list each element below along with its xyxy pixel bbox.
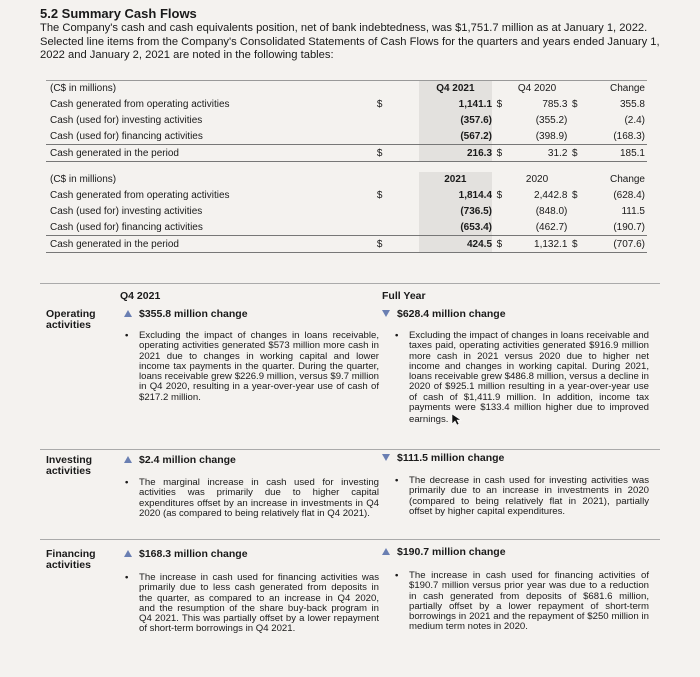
currency-symbol	[567, 112, 582, 128]
table-row-total	[46, 145, 647, 162]
prior-value: (462.7)	[507, 219, 568, 236]
section-label-operating	[46, 309, 96, 331]
row-label: Cash generated from operating activities	[50, 189, 230, 201]
currency-symbol	[492, 203, 507, 219]
q4-change-investing	[124, 455, 236, 466]
section-title: 5.2 Summary Cash Flows	[40, 6, 197, 21]
bullet-text: Excluding the impact of changes in loans receivable, operating activities generated $573 million more cash in 2021 due to changes in working capital and lower income tax payments in the quarter. During the quarter, loans receivable grew $226.9 million, versus $9.7 million in Q4 2020, resulting in a year-over-year use of cash of $217.2 million.	[139, 330, 379, 403]
bullet-fy-operating: • Excluding the impact of changes in loans receivable and taxes paid, operating activities generated $916.9 million more cash in 2021 versus 2020 due to higher net income and changes in working capital. During 2021, loans receivable grew $486.8 million, versus a decline in 2020 of $925.1 million resulting in a year-over-year use of cash of $1,411.9 million. In addition, income tax payments were $133.4 million higher due to improved earnings.	[409, 331, 649, 429]
currency-symbol: $	[567, 145, 582, 162]
quarter-cash-flow-table	[46, 80, 647, 162]
annual-cash-flow-table	[46, 172, 647, 253]
change-value: (707.6)	[582, 236, 647, 253]
prior-value: (355.2)	[535, 114, 568, 126]
mouse-cursor-icon	[451, 413, 463, 428]
current-value: (567.2)	[419, 128, 492, 145]
col-prior: Q4 2020	[517, 83, 557, 94]
currency-symbol	[377, 112, 419, 128]
triangle-down-icon	[382, 310, 390, 317]
section-label-line: Investing	[46, 454, 93, 466]
bullet-text: The marginal increase in cash used for investing activities was primarily due to higher capital expenditures offset by an increase in investments in Q4 2020 (as compared to being relatively flat in Q4 2021).	[139, 477, 379, 519]
current-value: 1,814.4	[419, 187, 492, 203]
table-row-total	[46, 236, 647, 253]
currency-symbol	[377, 203, 419, 219]
col-header-q4: Q4 2021	[120, 290, 161, 302]
prior-value: 2,442.8	[534, 189, 568, 201]
section-label-investing	[46, 455, 92, 477]
change-text: $168.3 million change	[139, 548, 248, 560]
table-row	[46, 219, 647, 236]
table-row	[46, 203, 647, 219]
q4-change-operating	[124, 309, 248, 320]
section-label-financing	[46, 549, 96, 571]
unit-label: (C$ in millions)	[50, 174, 117, 185]
prior-value: 31.2	[507, 145, 568, 162]
q4-change-financing	[124, 549, 248, 560]
current-value: (653.4)	[419, 219, 492, 236]
change-value: (628.4)	[613, 189, 645, 201]
change-value: (2.4)	[624, 114, 645, 126]
row-label: Cash generated from operating activities	[50, 98, 230, 110]
col-current: 2021	[419, 172, 492, 187]
change-text: $355.8 million change	[139, 308, 248, 320]
fy-change-financing	[382, 547, 506, 558]
section-label-line: activities	[46, 559, 91, 571]
bullet-text: Excluding the impact of changes in loans receivable and taxes paid, operating activities generated $916.9 million more cash in 2021 versus 2020 due to higher net income and changes in working capital. During 2021, loans receivable grew $486.8 million, versus a decline in 2020 of $925.1 million resulting in a year-over-year use of cash of $1,411.9 million. In addition, income tax payments were $133.4 million higher due to improved earnings.	[409, 330, 649, 426]
section-header	[40, 6, 665, 63]
divider	[40, 449, 660, 450]
triangle-down-icon	[382, 454, 390, 461]
col-change: Change	[609, 83, 645, 94]
currency-symbol: $	[377, 236, 419, 253]
fy-change-operating	[382, 309, 506, 320]
row-label: Cash (used for) investing activities	[50, 205, 203, 217]
change-value: 355.8	[619, 98, 645, 110]
bullet-text: The increase in cash used for financing activities of $190.7 million versus prior year was due to a reduction in cash generated from deposits of $681.6 million, partially offset by a lower repayment of short-term borrowings in 2021 and the repayment of $250 million in medium term notes in 2020.	[409, 570, 649, 633]
prior-value: (848.0)	[535, 205, 568, 217]
currency-symbol: $	[376, 98, 383, 110]
change-text: $190.7 million change	[397, 546, 506, 558]
bullet-text: The increase in cash used for financing activities was primarily due to less cash generated from deposits in the quarter, as compared to an increase in Q4 2020, and the resumption of the share buy-back program in Q4 2021. This was partially offset by a lower repayment of short-term borrowings in Q4 2021.	[139, 572, 379, 635]
section-label-line: Financing	[46, 548, 96, 560]
currency-symbol: $	[377, 145, 419, 162]
change-value: 111.5	[621, 205, 645, 217]
currency-symbol: $	[496, 189, 503, 201]
col-current: Q4 2021	[419, 81, 492, 97]
row-label: Cash generated in the period	[46, 236, 377, 253]
currency-symbol	[492, 112, 507, 128]
table-row	[46, 112, 647, 128]
change-value: (190.7)	[582, 219, 647, 236]
bullet-q4-operating: • Excluding the impact of changes in loans receivable, operating activities generated $573 million more cash in 2021 due to changes in working capital and lower income tax payments in the quarter. During the quarter, loans receivable grew $226.9 million, versus $9.7 million in Q4 2020, resulting in a year-over-year use of cash of $217.2 million.	[125, 330, 379, 403]
triangle-up-icon	[124, 550, 132, 557]
bullet-q4-financing: • The increase in cash used for financing activities was primarily due to less cash generated from deposits in the quarter, as compared to an increase in Q4 2020, and the resumption of the share buy-back program in Q4 2021. This was partially offset by a lower repayment of short-term borrowings in Q4 2021.	[125, 572, 379, 635]
prior-value: 1,132.1	[507, 236, 568, 253]
change-text: $111.5 million change	[397, 452, 505, 464]
bullet-fy-financing: • The increase in cash used for financing activities of $190.7 million versus prior year was due to a reduction in cash generated from deposits of $681.6 million, partially offset by a lower repayment of short-term borrowings in 2021 and the repayment of $250 million in medium term notes in 2020.	[395, 570, 649, 633]
table-row	[46, 187, 647, 203]
change-text: $628.4 million change	[397, 308, 506, 320]
currency-symbol	[377, 128, 419, 145]
divider	[40, 283, 660, 284]
currency-symbol: $	[567, 236, 582, 253]
row-label: Cash (used for) financing activities	[46, 128, 377, 145]
currency-symbol	[567, 219, 582, 236]
table-row	[46, 128, 647, 145]
currency-symbol	[492, 219, 507, 236]
row-label: Cash (used for) financing activities	[46, 219, 377, 236]
unit-label: (C$ in millions)	[50, 83, 117, 94]
change-value: (168.3)	[582, 128, 647, 145]
col-header-full-year: Full Year	[382, 290, 426, 302]
col-prior: 2020	[525, 174, 549, 185]
currency-symbol: $	[492, 145, 507, 162]
current-value: 1,141.1	[419, 96, 492, 112]
triangle-up-icon	[382, 548, 390, 555]
currency-symbol: $	[496, 98, 503, 110]
current-value: 424.5	[419, 236, 492, 253]
section-label-line: Operating	[46, 308, 96, 320]
section-label-line: activities	[46, 319, 91, 331]
currency-symbol	[377, 219, 419, 236]
currency-symbol	[492, 128, 507, 145]
prior-value: (398.9)	[507, 128, 568, 145]
col-change: Change	[609, 174, 645, 185]
row-label: Cash generated in the period	[46, 145, 377, 162]
section-label-line: activities	[46, 465, 91, 477]
divider	[40, 539, 660, 540]
currency-symbol: $	[376, 189, 383, 201]
current-value: (357.6)	[419, 112, 492, 128]
bullet-text: The decrease in cash used for investing activities was primarily due to an increase in investments in 2020 (compared to being relatively flat in 2021), partially offset by higher capital expenditures.	[409, 475, 649, 517]
table-header-row	[46, 172, 647, 187]
current-value: (736.5)	[419, 203, 492, 219]
current-value: 216.3	[419, 145, 492, 162]
row-label: Cash (used for) investing activities	[50, 114, 203, 126]
currency-symbol	[567, 128, 582, 145]
currency-symbol	[567, 203, 582, 219]
prior-value: 785.3	[542, 98, 568, 110]
change-value: 185.1	[582, 145, 647, 162]
currency-symbol: $	[571, 189, 578, 201]
table-row	[46, 96, 647, 112]
bullet-fy-investing: • The decrease in cash used for investing activities was primarily due to an increase in investments in 2020 (compared to being relatively flat in 2021), partially offset by higher capital expenditures.	[395, 475, 649, 517]
fy-change-investing	[382, 453, 504, 464]
table-header-row	[46, 81, 647, 97]
change-text: $2.4 million change	[139, 454, 236, 466]
triangle-up-icon	[124, 310, 132, 317]
currency-symbol: $	[571, 98, 578, 110]
bullet-q4-investing: • The marginal increase in cash used for investing activities was primarily due to higher capital expenditures offset by an increase in investments in Q4 2020 (as compared to being relatively flat in Q4 2021).	[125, 477, 379, 519]
triangle-up-icon	[124, 456, 132, 463]
intro-paragraph: The Company's cash and cash equivalents position, net of bank indebtedness, was $1,751.7 million as at January 1, 2022. Selected line items from the Company's Consolidated Statements of Cash Flows for the quarters and years ended January 1, 2022 and January 2, 2021 are noted in the following tables:	[40, 22, 660, 61]
currency-symbol: $	[492, 236, 507, 253]
